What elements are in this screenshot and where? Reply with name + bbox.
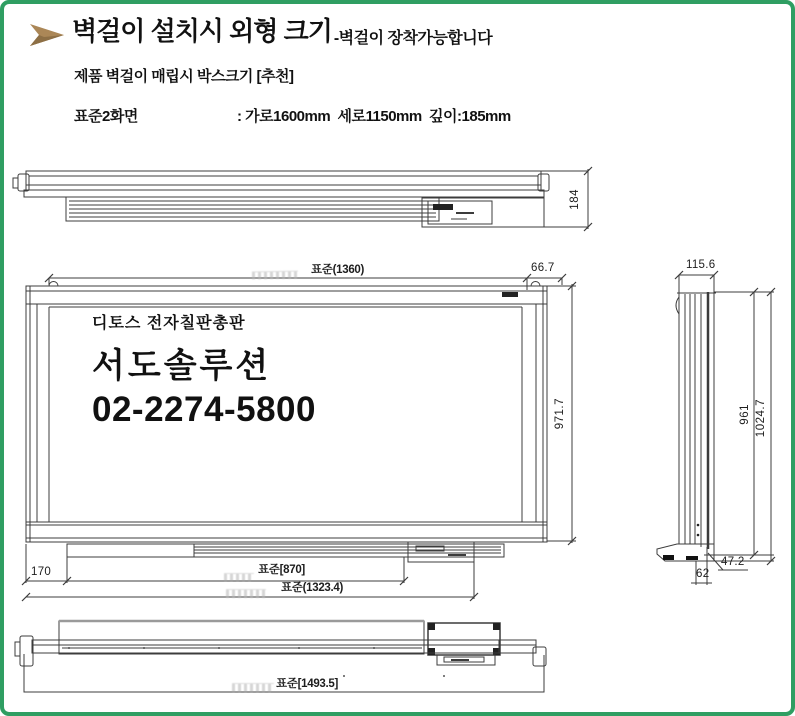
side-total-height-dim: 1024.7 <box>755 399 767 438</box>
front-height-dim: 971.7 <box>554 398 566 430</box>
side-depth-dim: 115.6 <box>686 259 716 271</box>
front-view-control-box <box>408 542 474 562</box>
erased-dimension-mark <box>226 589 266 598</box>
erased-dimension-mark <box>232 683 274 692</box>
board-text-phone: 02-2274-5800 <box>92 390 316 429</box>
top-view-depth-dim: 184 <box>569 189 581 210</box>
board-text-line2: 서도솔루션 <box>92 347 272 385</box>
tray-offset-dim: 170 <box>31 566 52 578</box>
page-title-suffix: -벽걸이 장착가능합니다 <box>333 30 493 47</box>
hanger-offset-dim: 66.7 <box>531 262 555 274</box>
erased-dimension-mark <box>224 573 254 581</box>
front-width-dim: 표준(1360) <box>311 264 365 276</box>
erased-dimension-mark <box>252 271 298 280</box>
bottom-view-control-box <box>428 623 500 655</box>
subtitle: 제품 벽걸이 매립시 박스크기 [추천] <box>74 68 294 85</box>
spec-label: 표준2화면 <box>74 108 138 125</box>
top-view-drawing <box>13 167 592 231</box>
board-advert-text <box>92 310 532 430</box>
tray-width-dim: 표준[870] <box>258 564 305 576</box>
top-view-control-housing <box>422 198 544 227</box>
spec-value: : 가로1600mm 세로1150mm 깊이:185mm <box>237 108 511 125</box>
side-tray-depth-dim: 47.2 <box>721 556 745 568</box>
hanger-hook-right <box>531 282 540 287</box>
hanger-hook-left <box>49 282 58 287</box>
lower-width-dim: 표준(1323.4) <box>281 582 344 594</box>
side-body-height-dim: 961 <box>739 404 751 425</box>
side-base-depth-dim: 62 <box>696 568 710 580</box>
page-title: 벽걸이 설치시 외형 크기 <box>72 16 332 46</box>
bottom-width-dim: 표준[1493.5] <box>276 678 339 690</box>
board-text-line1: 디토스 전자칠판총판 <box>92 315 246 332</box>
